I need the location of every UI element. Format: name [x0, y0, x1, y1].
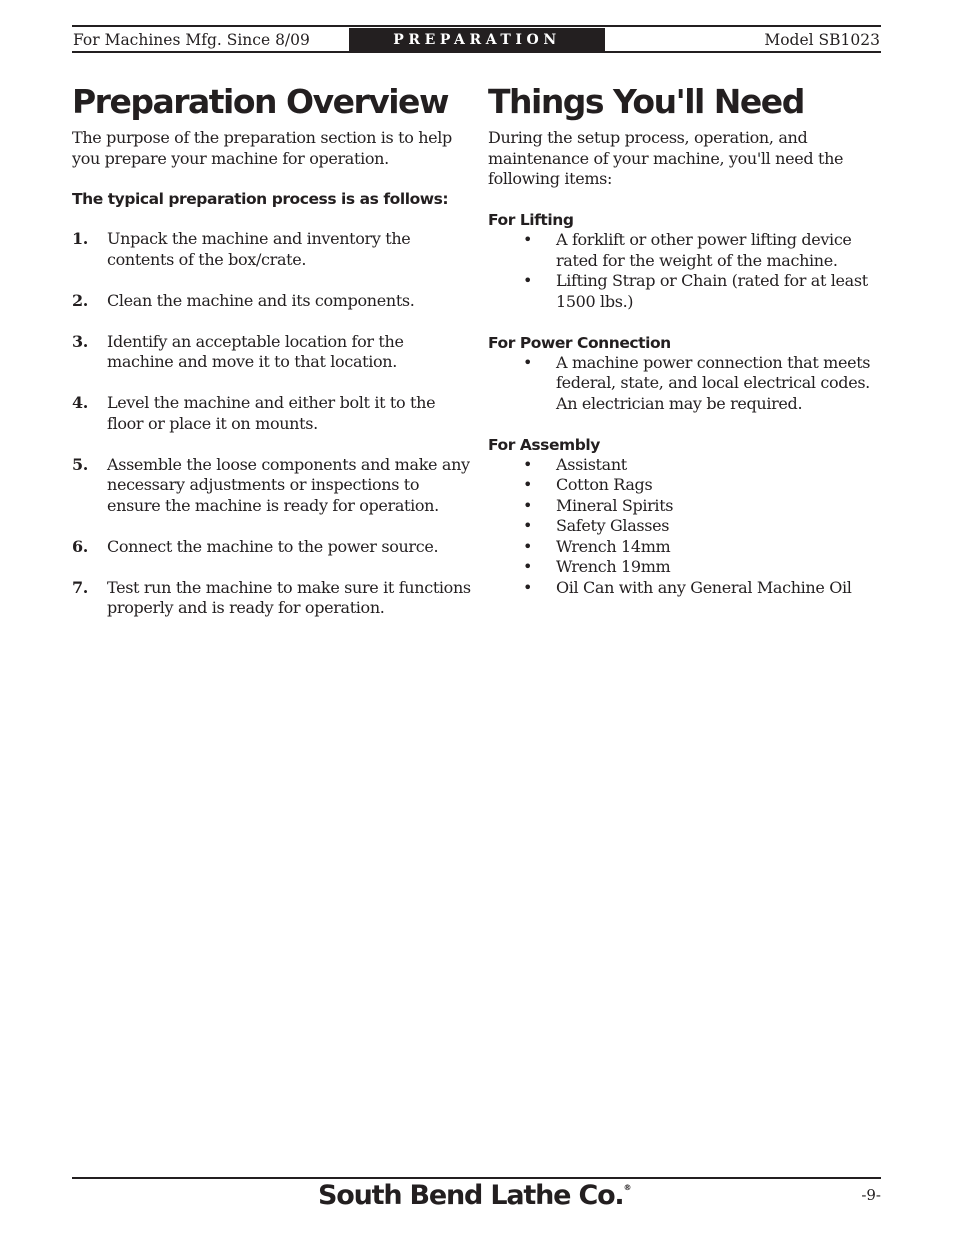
list-item: • Cotton Rags — [523, 475, 653, 494]
step-text: Assemble the loose components and make any necessary adjustments or inspections to ensure the machine is ready for operation. — [107, 454, 470, 515]
step-number: 4. — [72, 393, 89, 412]
preparation-steps-list — [72, 229, 472, 619]
list-item: • Mineral Spirits — [523, 495, 674, 515]
step-item — [72, 578, 472, 619]
assembly-group — [488, 435, 888, 599]
lifting-list — [488, 230, 888, 312]
step-item — [72, 537, 472, 558]
things-youll-need-intro: During the setup process, operation, and maintenance of your machine, you'll need the following items: — [488, 128, 844, 188]
list-item: • Assistant — [523, 454, 627, 474]
step-text: Identify an acceptable location for the machine and move it to that location. — [107, 331, 404, 371]
power-connection-group — [488, 333, 888, 415]
step-number: 1. — [72, 229, 89, 248]
step-number: 6. — [72, 536, 89, 556]
things-youll-need-column — [488, 80, 888, 598]
step-item — [72, 393, 472, 434]
step-item — [72, 291, 472, 312]
things-youll-need-title: Things You'll Need — [488, 82, 804, 121]
step-number: 3. — [72, 331, 89, 351]
step-number: 2. — [72, 290, 89, 310]
step-text: Test run the machine to make sure it functions properly and is ready for operation. — [107, 577, 471, 617]
power-connection-heading: For Power Connection — [488, 333, 671, 352]
list-item: • A forklift or other power lifting device rated for the weight of the machine. — [523, 230, 852, 270]
list-item: • A machine power connection that meets federal, state, and local electrical codes. An electrician may be required. — [523, 352, 871, 413]
lifting-group — [488, 210, 888, 312]
step-item — [72, 229, 472, 270]
power-connection-list — [488, 353, 888, 415]
header-model-number: Model SB1023 — [764, 31, 880, 49]
assembly-heading: For Assembly — [488, 435, 600, 454]
step-text: Clean the machine and its components. — [107, 290, 415, 310]
preparation-overview-title: Preparation Overview — [72, 82, 448, 121]
assembly-list — [488, 455, 888, 599]
page-number: -9- — [861, 1186, 881, 1204]
page-header — [72, 25, 881, 53]
list-item: • Lifting Strap or Chain (rated for at least 1500 lbs.) — [523, 271, 868, 311]
list-item: • Oil Can with any General Machine Oil — [523, 577, 852, 597]
step-item — [72, 455, 472, 517]
step-text: Unpack the machine and inventory the contents of the box/crate. — [107, 229, 411, 269]
footer-rule — [72, 1177, 881, 1179]
header-manufacture-date: For Machines Mfg. Since 8/09 — [73, 31, 310, 49]
header-section-label: PREPARATION — [349, 28, 605, 52]
step-text: Connect the machine to the power source. — [107, 536, 439, 556]
preparation-overview-intro: The purpose of the preparation section is to help you prepare your machine for operation. — [72, 128, 452, 168]
step-number: 5. — [72, 454, 89, 474]
list-item: • Wrench 14mm — [523, 536, 671, 556]
step-item — [72, 332, 472, 373]
preparation-overview-column — [72, 80, 472, 639]
step-text: Level the machine and either bolt it to the floor or place it on mounts. — [107, 393, 436, 433]
list-item: • Safety Glasses — [523, 516, 670, 535]
brand-name: South Bend Lathe Co. — [318, 1180, 624, 1211]
lifting-heading: For Lifting — [488, 211, 574, 229]
south-bend-logo — [318, 1180, 631, 1211]
step-number: 7. — [72, 577, 89, 597]
process-heading: The typical preparation process is as follows: — [72, 190, 449, 208]
registered-mark: ® — [623, 1183, 632, 1192]
list-item: • Wrench 19mm — [523, 557, 671, 576]
